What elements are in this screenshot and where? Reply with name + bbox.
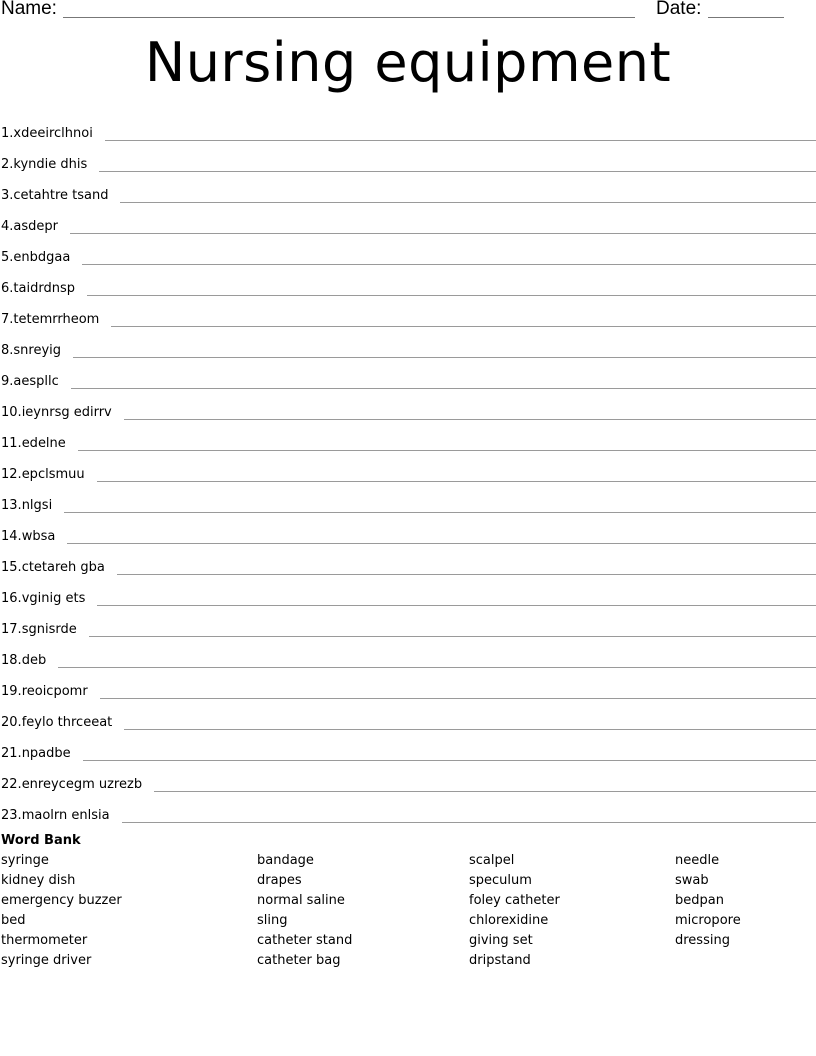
question-list xyxy=(0,112,816,825)
answer-line[interactable] xyxy=(73,356,816,358)
word-bank-item: sling xyxy=(257,913,288,928)
word-bank-item: normal saline xyxy=(257,893,345,908)
date-label: Date: xyxy=(656,0,702,19)
answer-line[interactable] xyxy=(89,635,816,637)
question-number: 21. xyxy=(1,746,22,761)
question-number: 5. xyxy=(1,250,14,265)
question-number: 22. xyxy=(1,777,22,792)
question-number: 20. xyxy=(1,715,22,730)
question-row xyxy=(0,794,816,825)
answer-line[interactable] xyxy=(120,201,816,203)
answer-line[interactable] xyxy=(70,232,816,234)
word-bank-item: bedpan xyxy=(675,893,724,908)
scrambled-word: sgnisrde xyxy=(21,622,77,637)
question-row xyxy=(0,453,816,484)
page-title: Nursing equipment xyxy=(144,31,672,94)
question-row xyxy=(0,391,816,422)
answer-line[interactable] xyxy=(67,542,816,544)
question-row xyxy=(0,639,816,670)
answer-line[interactable] xyxy=(78,449,816,451)
answer-line[interactable] xyxy=(154,790,816,792)
answer-line[interactable] xyxy=(111,325,816,327)
word-bank-item: dressing xyxy=(675,933,730,948)
answer-line[interactable] xyxy=(97,604,816,606)
question-number: 2. xyxy=(1,157,14,172)
answer-line[interactable] xyxy=(117,573,816,575)
worksheet-header xyxy=(0,0,816,22)
word-bank-column xyxy=(469,851,560,971)
word-bank-item: catheter stand xyxy=(257,933,353,948)
question-row xyxy=(0,205,816,236)
question-row xyxy=(0,608,816,639)
answer-line[interactable] xyxy=(87,294,816,296)
word-bank-column xyxy=(675,851,741,951)
word-bank-item: thermometer xyxy=(1,933,88,948)
scrambled-word: taidrdnsp xyxy=(13,281,75,296)
answer-line[interactable] xyxy=(105,139,816,141)
question-number: 4. xyxy=(1,219,14,234)
word-bank-item: swab xyxy=(675,873,709,888)
word-bank-item: bandage xyxy=(257,853,314,868)
word-bank xyxy=(0,831,816,971)
scrambled-word: nlgsi xyxy=(21,498,53,513)
date-field[interactable] xyxy=(708,17,784,18)
scrambled-word: deb xyxy=(21,653,47,668)
scrambled-word: vginig ets xyxy=(21,591,86,606)
answer-line[interactable] xyxy=(97,480,816,482)
scrambled-word: edelne xyxy=(21,436,66,451)
question-number: 10. xyxy=(1,405,22,420)
word-bank-title: Word Bank xyxy=(1,833,81,848)
word-bank-item: emergency buzzer xyxy=(1,893,122,908)
question-row xyxy=(0,484,816,515)
word-bank-item: catheter bag xyxy=(257,953,341,968)
answer-line[interactable] xyxy=(58,666,816,668)
scrambled-word: feylo thrceeat xyxy=(21,715,113,730)
word-bank-item: micropore xyxy=(675,913,741,928)
scrambled-word: enbdgaa xyxy=(13,250,71,265)
scrambled-word: epclsmuu xyxy=(21,467,85,482)
question-number: 6. xyxy=(1,281,14,296)
answer-line[interactable] xyxy=(124,728,816,730)
word-bank-columns xyxy=(0,851,816,971)
word-bank-item: dripstand xyxy=(469,953,531,968)
question-number: 8. xyxy=(1,343,14,358)
word-bank-item: syringe driver xyxy=(1,953,92,968)
word-bank-item: kidney dish xyxy=(1,873,76,888)
word-bank-item: foley catheter xyxy=(469,893,560,908)
question-number: 1. xyxy=(1,126,14,141)
word-bank-item: speculum xyxy=(469,873,532,888)
question-number: 12. xyxy=(1,467,22,482)
word-bank-item: scalpel xyxy=(469,853,515,868)
question-number: 19. xyxy=(1,684,22,699)
scrambled-word: maolrn enlsia xyxy=(21,808,110,823)
question-number: 16. xyxy=(1,591,22,606)
name-field[interactable] xyxy=(63,17,635,18)
answer-line[interactable] xyxy=(71,387,816,389)
question-number: 7. xyxy=(1,312,14,327)
word-bank-item: bed xyxy=(1,913,26,928)
question-row xyxy=(0,174,816,205)
question-number: 14. xyxy=(1,529,22,544)
question-row xyxy=(0,360,816,391)
question-number: 3. xyxy=(1,188,14,203)
answer-line[interactable] xyxy=(64,511,816,513)
question-row xyxy=(0,732,816,763)
question-row xyxy=(0,546,816,577)
scrambled-word: aespllc xyxy=(13,374,59,389)
question-number: 13. xyxy=(1,498,22,513)
question-number: 17. xyxy=(1,622,22,637)
question-row xyxy=(0,143,816,174)
answer-line[interactable] xyxy=(99,170,816,172)
question-row xyxy=(0,298,816,329)
question-row xyxy=(0,236,816,267)
answer-line[interactable] xyxy=(83,759,816,761)
scrambled-word: ieynrsg edirrv xyxy=(21,405,112,420)
question-number: 11. xyxy=(1,436,22,451)
question-row xyxy=(0,577,816,608)
word-bank-column xyxy=(1,851,122,971)
answer-line[interactable] xyxy=(100,697,816,699)
scrambled-word: ctetareh gba xyxy=(21,560,105,575)
question-number: 23. xyxy=(1,808,22,823)
scrambled-word: cetahtre tsand xyxy=(13,188,109,203)
scrambled-word: wbsa xyxy=(21,529,56,544)
question-row xyxy=(0,112,816,143)
name-label: Name: xyxy=(1,0,57,19)
scrambled-word: asdepr xyxy=(13,219,58,234)
scrambled-word: npadbe xyxy=(21,746,71,761)
word-bank-item: drapes xyxy=(257,873,302,888)
question-row xyxy=(0,515,816,546)
question-row xyxy=(0,701,816,732)
question-row xyxy=(0,422,816,453)
scrambled-word: xdeeirclhnoi xyxy=(13,126,93,141)
question-number: 15. xyxy=(1,560,22,575)
word-bank-item: giving set xyxy=(469,933,533,948)
question-row xyxy=(0,763,816,794)
question-number: 9. xyxy=(1,374,14,389)
word-bank-item: syringe xyxy=(1,853,49,868)
question-row xyxy=(0,670,816,701)
scrambled-word: kyndie dhis xyxy=(13,157,88,172)
word-bank-item: needle xyxy=(675,853,720,868)
question-row xyxy=(0,267,816,298)
question-number: 18. xyxy=(1,653,22,668)
scrambled-word: reoicpomr xyxy=(21,684,88,699)
answer-line[interactable] xyxy=(82,263,816,265)
scrambled-word: tetemrrheom xyxy=(13,312,100,327)
answer-line[interactable] xyxy=(122,821,816,823)
answer-line[interactable] xyxy=(124,418,816,420)
question-row xyxy=(0,329,816,360)
scrambled-word: enreycegm uzrezb xyxy=(21,777,143,792)
word-bank-column xyxy=(257,851,352,971)
scrambled-word: snreyig xyxy=(13,343,62,358)
word-bank-item: chlorexidine xyxy=(469,913,549,928)
